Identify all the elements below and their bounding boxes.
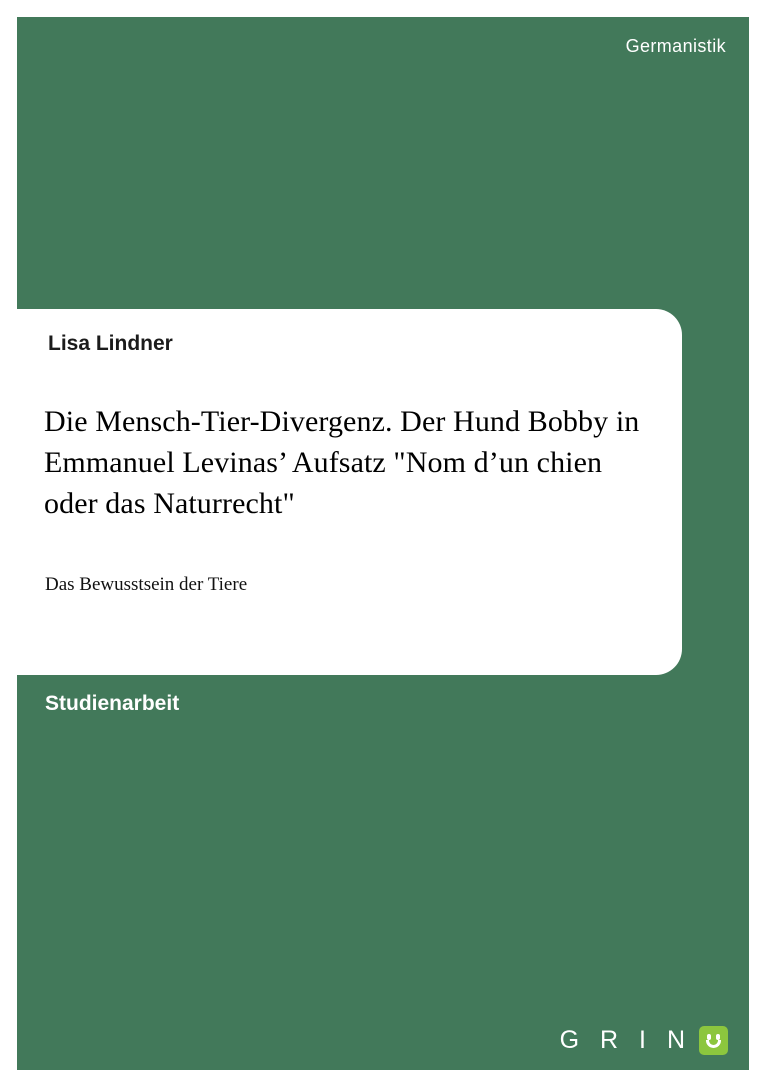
grin-logo <box>560 1025 728 1055</box>
grin-logo-text: G R I N <box>559 1025 692 1054</box>
cover-frame-top <box>0 0 766 17</box>
title-card <box>0 309 682 675</box>
page-subtitle: Das Bewusstsein der Tiere <box>45 574 248 595</box>
smiley-eye-left-icon <box>707 1034 711 1040</box>
cover-frame-bottom <box>0 1070 766 1087</box>
page-title: Die Mensch-Tier-Divergenz. Der Hund Bobby in Emmanuel Levinas’ Aufsatz "Nom d’un chien oder das Naturrecht" <box>44 405 640 520</box>
smiley-eye-right-icon <box>716 1034 720 1040</box>
smiley-mouth-icon <box>706 1040 721 1048</box>
cover-frame-right <box>749 0 766 1087</box>
author-name: Lisa Lindner <box>48 332 173 355</box>
document-type-label: Studienarbeit <box>45 692 180 715</box>
smiley-icon <box>699 1026 728 1055</box>
subject-category: Germanistik <box>625 36 726 56</box>
